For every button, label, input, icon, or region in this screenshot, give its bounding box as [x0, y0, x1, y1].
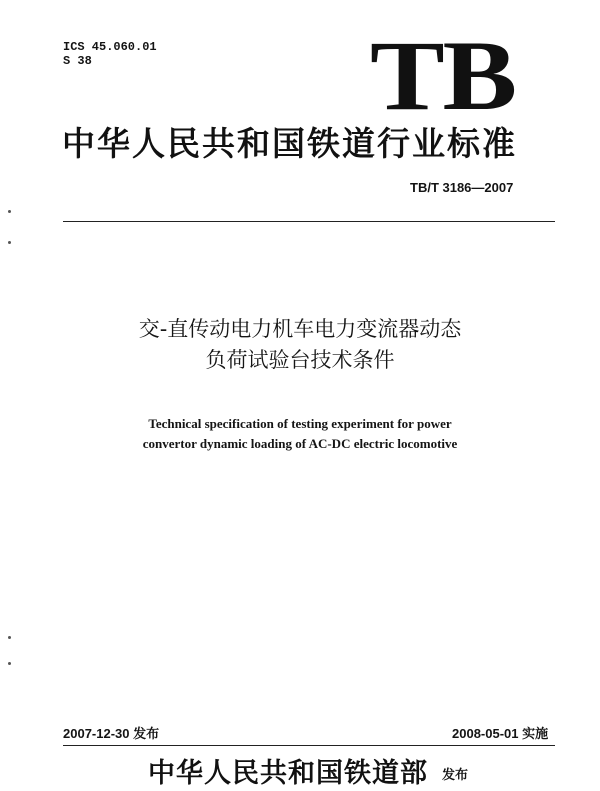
chinese-title-line-1: 交-直传动电力机车电力变流器动态 [138, 317, 462, 341]
scan-dot [8, 210, 11, 213]
scan-dot [8, 636, 11, 639]
issue-label: 发布 [442, 768, 469, 783]
bottom-divider [63, 745, 555, 746]
scan-dot [8, 662, 11, 665]
implementation-date: 2008-05-01 实施 [452, 726, 549, 741]
top-divider [63, 221, 555, 222]
ics-code: ICS 45.060.01 [63, 40, 157, 54]
scan-dot [8, 241, 11, 244]
standard-number: TB/T 3186—2007 [410, 180, 514, 195]
organization-title: 中华人民共和国铁道行业标准 [62, 124, 517, 163]
english-title-line-1: Technical specification of testing experiment for power [148, 416, 452, 431]
chinese-title-line-2: 负荷试验台技术条件 [205, 348, 395, 372]
classification-code: S 38 [63, 54, 92, 68]
english-title-line-2: convertor dynamic loading of AC-DC electric locomotive [142, 436, 458, 451]
issue-date: 2007-12-30 发布 [63, 726, 160, 741]
issuing-authority: 中华人民共和国铁道部 [148, 758, 428, 789]
tb-logo: TB [370, 20, 515, 131]
